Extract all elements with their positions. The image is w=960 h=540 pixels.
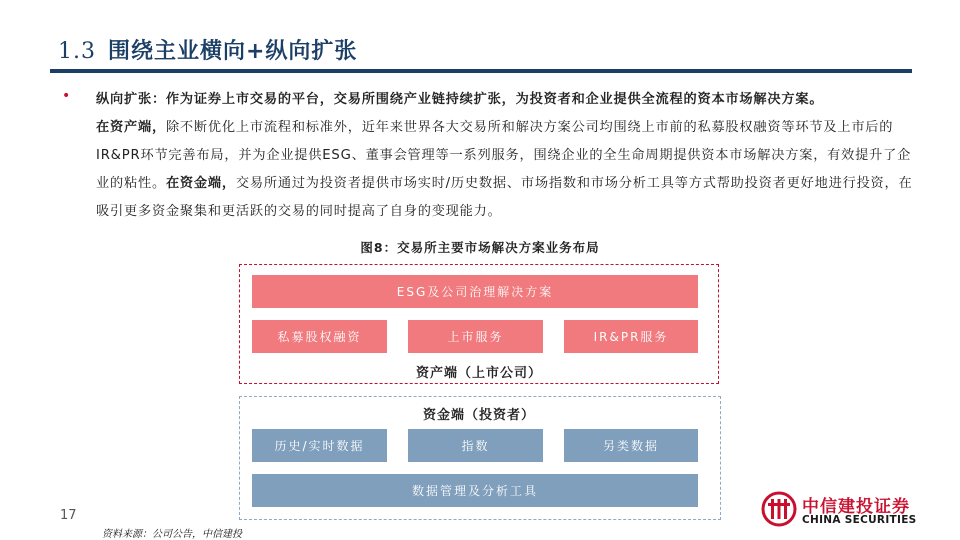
private-equity-block: 私募股权融资 bbox=[252, 320, 387, 353]
page-number: 17 bbox=[60, 508, 77, 523]
asset-side-text: 除不断优化上市流程和标准外，近年来世界各大交易所和解决方案公司均围绕上市前的私募股权融资等环节及上市后的IR&PR环节完善布局，并为企业提供ESG、董事会管理等一系列服务，围绕企业的全生命周期提供资本市场解决方案，有效提升了企业的粘性。 bbox=[96, 120, 912, 191]
index-block: 指数 bbox=[408, 429, 543, 462]
fund-side-text: 交易所通过为投资者提供市场实时/历史数据、市场指数和市场分析工具等方式帮助投资者更好地进行投资，在吸引更多资金聚集和更活跃的交易的同时提高了自身的变现能力。 bbox=[96, 176, 913, 219]
historical-realtime-data-block: 历史/实时数据 bbox=[252, 429, 387, 462]
ir-pr-service-block: IR&PR服务 bbox=[564, 320, 698, 353]
esg-governance-block: ESG及公司治理解决方案 bbox=[252, 275, 698, 308]
title-divider bbox=[50, 69, 912, 73]
lead-statement: 纵向扩张：作为证券上市交易的平台，交易所围绕产业链持续扩张，为投资者和企业提供全流程的资本市场解决方案。 bbox=[96, 92, 824, 107]
investor-side-label-text: 资金端（投资者） bbox=[422, 408, 535, 423]
asset-side-label-text: 资产端（上市公司） bbox=[415, 366, 542, 381]
page-title bbox=[58, 34, 357, 65]
citic-logo-icon bbox=[760, 490, 798, 528]
alternative-data-block: 另类数据 bbox=[564, 429, 698, 462]
company-logo bbox=[760, 490, 920, 530]
data-management-tools-block: 数据管理及分析工具 bbox=[252, 474, 698, 507]
asset-side-label: 在资产端， bbox=[96, 120, 166, 135]
section-title: 围绕主业横向+纵向扩张 bbox=[108, 39, 358, 64]
figure-caption: 图8：交易所主要市场解决方案业务布局 bbox=[360, 240, 600, 255]
bullet-icon: • bbox=[62, 88, 71, 104]
body-paragraph bbox=[96, 86, 916, 226]
section-number: 1.3 bbox=[58, 39, 96, 64]
fund-side-label: 在资金端， bbox=[165, 176, 236, 191]
logo-chinese-name: 中信建投证券 bbox=[802, 497, 910, 517]
logo-english-name: CHINA SECURITIES bbox=[802, 514, 917, 526]
listing-service-block: 上市服务 bbox=[408, 320, 543, 353]
source-note: 资料来源：公司公告，中信建投 bbox=[102, 529, 242, 540]
